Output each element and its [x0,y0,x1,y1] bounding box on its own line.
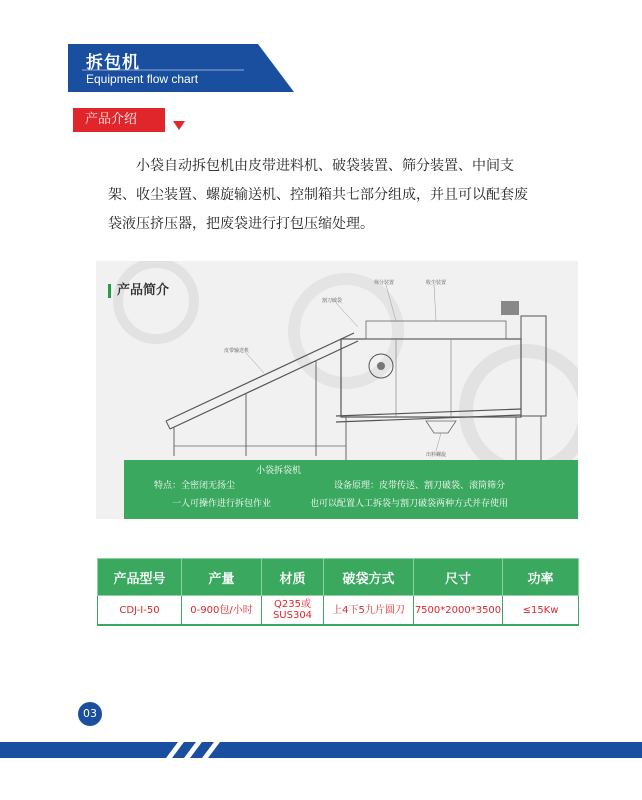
header-material: 材质 [262,559,324,596]
header-dimensions: 尺寸 [414,559,503,596]
cell-power: ≤15Kw [503,596,579,626]
label-cutter: 割刀破袋 [322,298,343,304]
label-screw: 出料螺旋 [426,452,447,458]
feature-principle: 设备原理：皮带传送、割刀破袋、滚筒筛分 [334,481,506,491]
feature-operation: 一人可操作进行拆包作业 [172,499,272,509]
cell-material: Q235或 SUS304 [262,596,324,626]
page-number: 03 [78,702,102,726]
label-dust-collector: 收尘装置 [426,280,447,286]
header-breaking-method: 破袋方式 [324,559,414,596]
feature-sealed: 特点：全密闭无扬尘 [154,481,236,491]
figure-title: 产品简介 [108,284,169,298]
figure-caption: 小袋拆袋机 [256,466,302,476]
section-tag: 产品介绍 [73,108,165,132]
feature-box [124,460,578,519]
intro-paragraph: 小袋自动拆包机由皮带进料机、破袋装置、筛分装置、中间支架、收尘装置、螺旋输送机、控制箱共七部分组成，并且可以配套废袋液压挤压器，把废袋进行打包压缩处理。 [108,158,528,232]
table-header-row [98,559,579,596]
header-power: 功率 [503,559,579,596]
footer-stripes [0,736,642,800]
cell-model: CDJ-I-50 [98,596,182,626]
table-row [98,596,579,626]
label-screen: 筛分装置 [374,280,395,286]
spec-table [97,558,579,626]
page-title: 拆包机 [86,53,140,73]
page-subtitle: Equipment flow chart [86,72,199,86]
header-banner [68,44,294,92]
cell-breaking-method: 上4下5九片圆刀 [324,596,414,626]
label-belt-conveyor: 皮带输送机 [224,348,250,354]
feature-config: 也可以配置人工拆袋与割刀破袋两种方式并存使用 [310,499,509,509]
triangle-down-icon [173,121,185,130]
header-output: 产量 [182,559,262,596]
cell-output: 0-900包/小时 [182,596,262,626]
header-model: 产品型号 [98,559,182,596]
product-image-panel [96,261,578,519]
cell-dimensions: 7500*2000*3500 [414,596,503,626]
